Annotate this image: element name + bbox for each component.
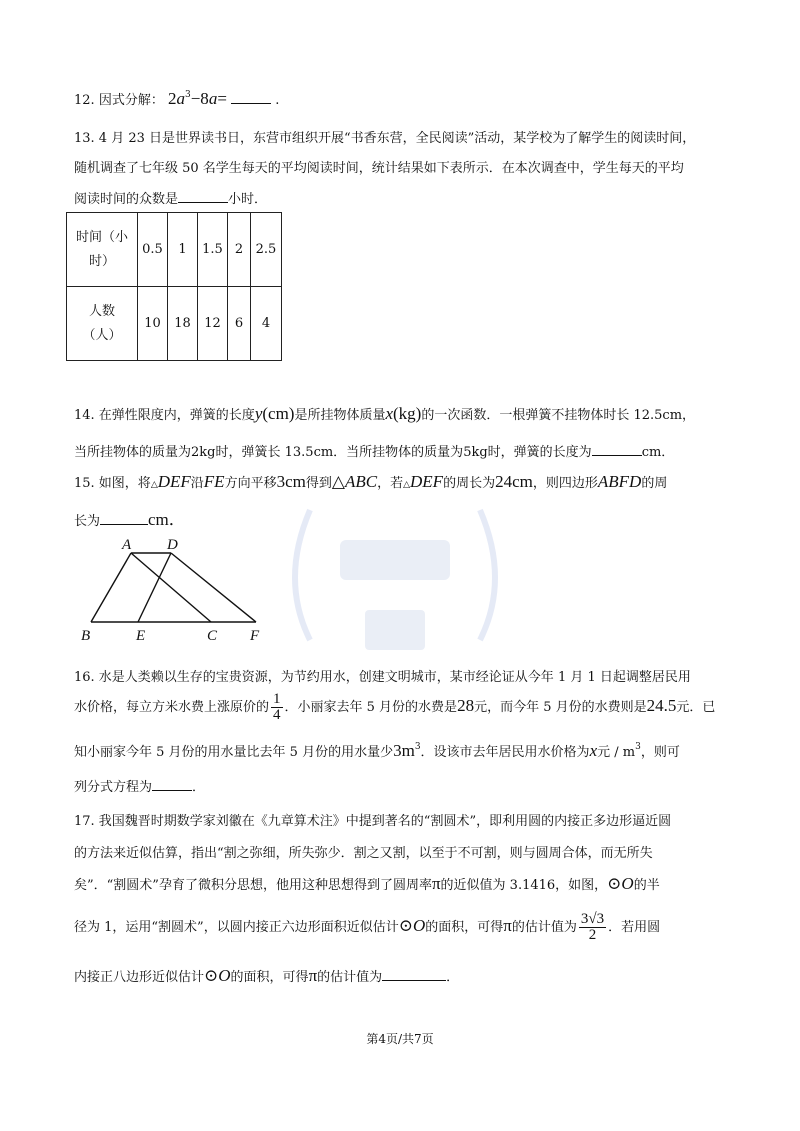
q14-line2 [74,441,674,460]
table-cell-time: 0.5 [138,213,168,287]
q12-var: a [176,89,185,108]
q16-frac-num: 1 [273,691,281,707]
q14-text-d: 当所挂物体的质量为 [74,445,192,460]
q16-tail: ． [192,780,206,795]
q16-frac-den: 4 [273,707,281,723]
q14-unit-cm: (cm) [262,404,295,423]
q12-minus: −8 [190,89,209,108]
q17-circle-symbol-3: ⊙ [204,966,219,985]
q15-text-i: 长为 [74,514,101,529]
q14-mass-1: 2kg [191,445,216,460]
q15-text-f: 的周长为 [443,476,496,491]
q16-unit-exp: 3 [635,742,641,752]
q16-line3 [74,741,680,761]
q17-line5 [74,966,459,986]
table-header-count-line1: 人数 [88,303,115,319]
q17-text-j: 的估计值为 [317,970,383,985]
q16-text-b: ．小丽家去年 5 月份的水费是 [284,700,458,715]
q16-text-f: ．设该市去年居民用水价格为 [420,745,590,760]
label-e: E [136,628,146,644]
q16-var-x: x [589,741,598,760]
q17-circle-symbol-2: ⊙ [398,916,413,935]
q16-fraction [271,692,283,723]
q14-unit: cm． [641,445,675,460]
q16-text-c: 元，而今年 5 月份的水费则是 [474,700,647,715]
q12-text: 因式分解： [98,93,164,108]
table-cell-count: 12 [198,287,228,361]
label-a: A [122,537,132,553]
q15-abc: ABC [344,472,378,491]
q17-circle-symbol: ⊙ [607,874,622,893]
page-footer: 第4页/共7页 [366,1032,434,1046]
q15-perimeter: 24cm [495,472,533,491]
q12-eq: = [217,89,227,108]
segment-ab [91,553,131,622]
q12-coef: 2 [167,89,177,108]
q17-pi-3: π [308,966,318,985]
q15-unit: cm． [148,510,186,529]
label-d: D [167,537,178,553]
q17-tail: ． [446,970,460,985]
q17-o: O [621,874,634,893]
q16-text-h: 列分式方程为 [74,780,153,795]
q13-line3-unit: 小时． [228,192,268,207]
watermark-logo [270,470,520,670]
label-f: F [250,628,260,644]
table-cell-time: 2 [228,213,251,287]
q15-text-a: 15. 如图，将 [74,476,151,491]
q16-text-d: 元．已 [676,700,716,715]
table-row-time [67,213,282,287]
q17-line4 [74,912,660,943]
q14-answer-blank[interactable] [592,443,642,456]
q15-figure [76,532,276,647]
q12-line [74,89,279,109]
table-header-time-line1: 时间（小 [75,229,128,245]
q14-mass-2: 5kg [463,445,488,460]
q16-text-g: ，则可 [640,745,680,760]
q12-var2: a [208,89,218,108]
q17-frac-num: 3√3 [580,911,605,927]
q17-text-d: 径为 1，运用“割圆术”，以圆内接正六边形面积近似估计 [74,920,399,935]
q15-text-d: 得到 [305,476,332,491]
q16-value-28: 28 [457,696,475,715]
q13-line3 [74,188,267,207]
q17-text-i: 的面积，可得 [230,970,309,985]
q15-answer-blank[interactable] [100,512,148,525]
q16-unit: 元 / m [597,745,636,760]
q17-fraction [579,912,606,943]
q17-text-f: 的估计值为 [511,920,577,935]
table-cell-count: 10 [138,287,168,361]
q16-text-a: 水价格，每立方米水费上涨原价的 [74,700,270,715]
q12-answer-blank[interactable] [231,91,271,104]
q17-pi: π [431,874,441,893]
q13-line3-text: 阅读时间的众数是 [74,192,179,207]
q15-fe: FE [203,472,225,491]
table-cell-time: 1 [168,213,198,287]
q17-line1: 17. 我国魏晋时期数学家刘徽在《九章算术注》中提到著名的“割圆术”，即利用圆的内接正多边形逼近圆 [74,814,672,829]
q16-line1: 16. 水是人类赖以生存的宝贵资源，为节约用水，创建文明城市，某市经论证从今年 1 月 1 日起调整居民用 [74,670,691,685]
table-cell-count: 6 [228,287,251,361]
table-cell-time: 2.5 [251,213,282,287]
q14-text-f: 时，弹簧的长度为 [487,445,592,460]
table-cell-count: 4 [251,287,282,361]
q17-answer-blank[interactable] [382,968,446,981]
label-b: B [81,628,91,644]
q14-line1 [74,404,695,424]
q14-text-b: 是所挂物体质量 [294,408,386,423]
q16-answer-blank[interactable] [152,778,192,791]
q14-text-c: 的一次函数．一根弹簧不挂物体时长 12.5cm， [421,408,696,423]
q17-text-c: 的半 [633,878,660,893]
q17-o-3: O [218,966,231,985]
q14-var-y: y [254,404,263,423]
q15-text-h: 的周 [641,476,668,491]
q15-def: DEF [157,472,191,491]
q15-line2 [74,505,186,530]
q17-o-2: O [412,916,426,935]
q13-line2: 随机调查了七年级 50 名学生每天的平均阅读时间，统计结果如下表所示．在本次调查中，学生每天的平均 [74,161,684,176]
q17-line3 [74,874,660,894]
q14-var-x: x [385,404,394,423]
q17-text-h: 内接正八边形近似估计 [74,970,205,985]
table-header-time-line2: 时） [88,253,115,269]
q12-exp: 3 [184,90,191,100]
q14-text-a: 14. 在弹性限度内，弹簧的长度 [74,408,255,423]
q15-text-g: ，则四边形 [532,476,598,491]
q13-answer-blank[interactable] [178,190,228,203]
q16-line2 [74,692,715,723]
q15-abfd: ABFD [597,472,642,491]
q15-def-2: DEF [410,472,444,491]
table-row-count [67,287,282,361]
q17-line2: 的方法来近似估算，指出“割之弥细，所失弥少．割之又割，以至于不可割，则与圆周合体，而无所失 [74,846,653,861]
q12-number: 12. [74,93,95,108]
q16-line4 [74,776,205,795]
table-header-count-line2: （人） [82,327,122,343]
q17-pi-2: π [503,916,512,935]
label-c: C [207,628,218,644]
q16-volume: 3m [393,741,415,760]
table-cell-time: 1.5 [198,213,228,287]
q15-triangle-symbol: △ [150,480,158,490]
q15-line1 [74,472,667,492]
q15-shift: 3cm [276,472,306,491]
q17-frac-den: 2 [588,927,597,943]
q16-volume-exp: 3 [414,742,421,752]
q16-value-245: 24.5 [646,696,677,715]
segment-df [171,553,256,622]
table-cell-count: 18 [168,287,198,361]
q13-table [66,212,282,361]
q13-line1: 13. 4 月 23 日是世界读书日，东营市组织开展“书香东营，全民阅读”活动，某学校为了解学生的阅读时间， [74,131,696,146]
q15-text-b: 沿 [190,476,204,491]
q12-tail: . [275,93,280,108]
q14-unit-kg: (kg) [393,404,422,423]
table-header-time [67,213,138,287]
q14-text-e: 时，弹簧长 13.5cm．当所挂物体的质量为 [215,445,464,460]
q16-text-e: 知小丽家今年 5 月份的用水量比去年 5 月份的用水量少 [74,745,394,760]
q17-text-g: ．若用圆 [608,920,661,935]
q17-text-e: 的面积，可得 [425,920,504,935]
q17-text-b: 的近似值为 3.1416，如图， [440,878,608,893]
table-header-count [67,287,138,361]
q15-text-c: 方向平移 [224,476,277,491]
q17-text-a: 矣”．“割圆术”孕育了微积分思想，他用这种思想得到了圆周率 [74,878,432,893]
q15-text-e: ，若 [377,476,404,491]
q15-triangle-symbol-2: △ [331,472,345,491]
q15-triangle-symbol-3: △ [403,480,411,490]
